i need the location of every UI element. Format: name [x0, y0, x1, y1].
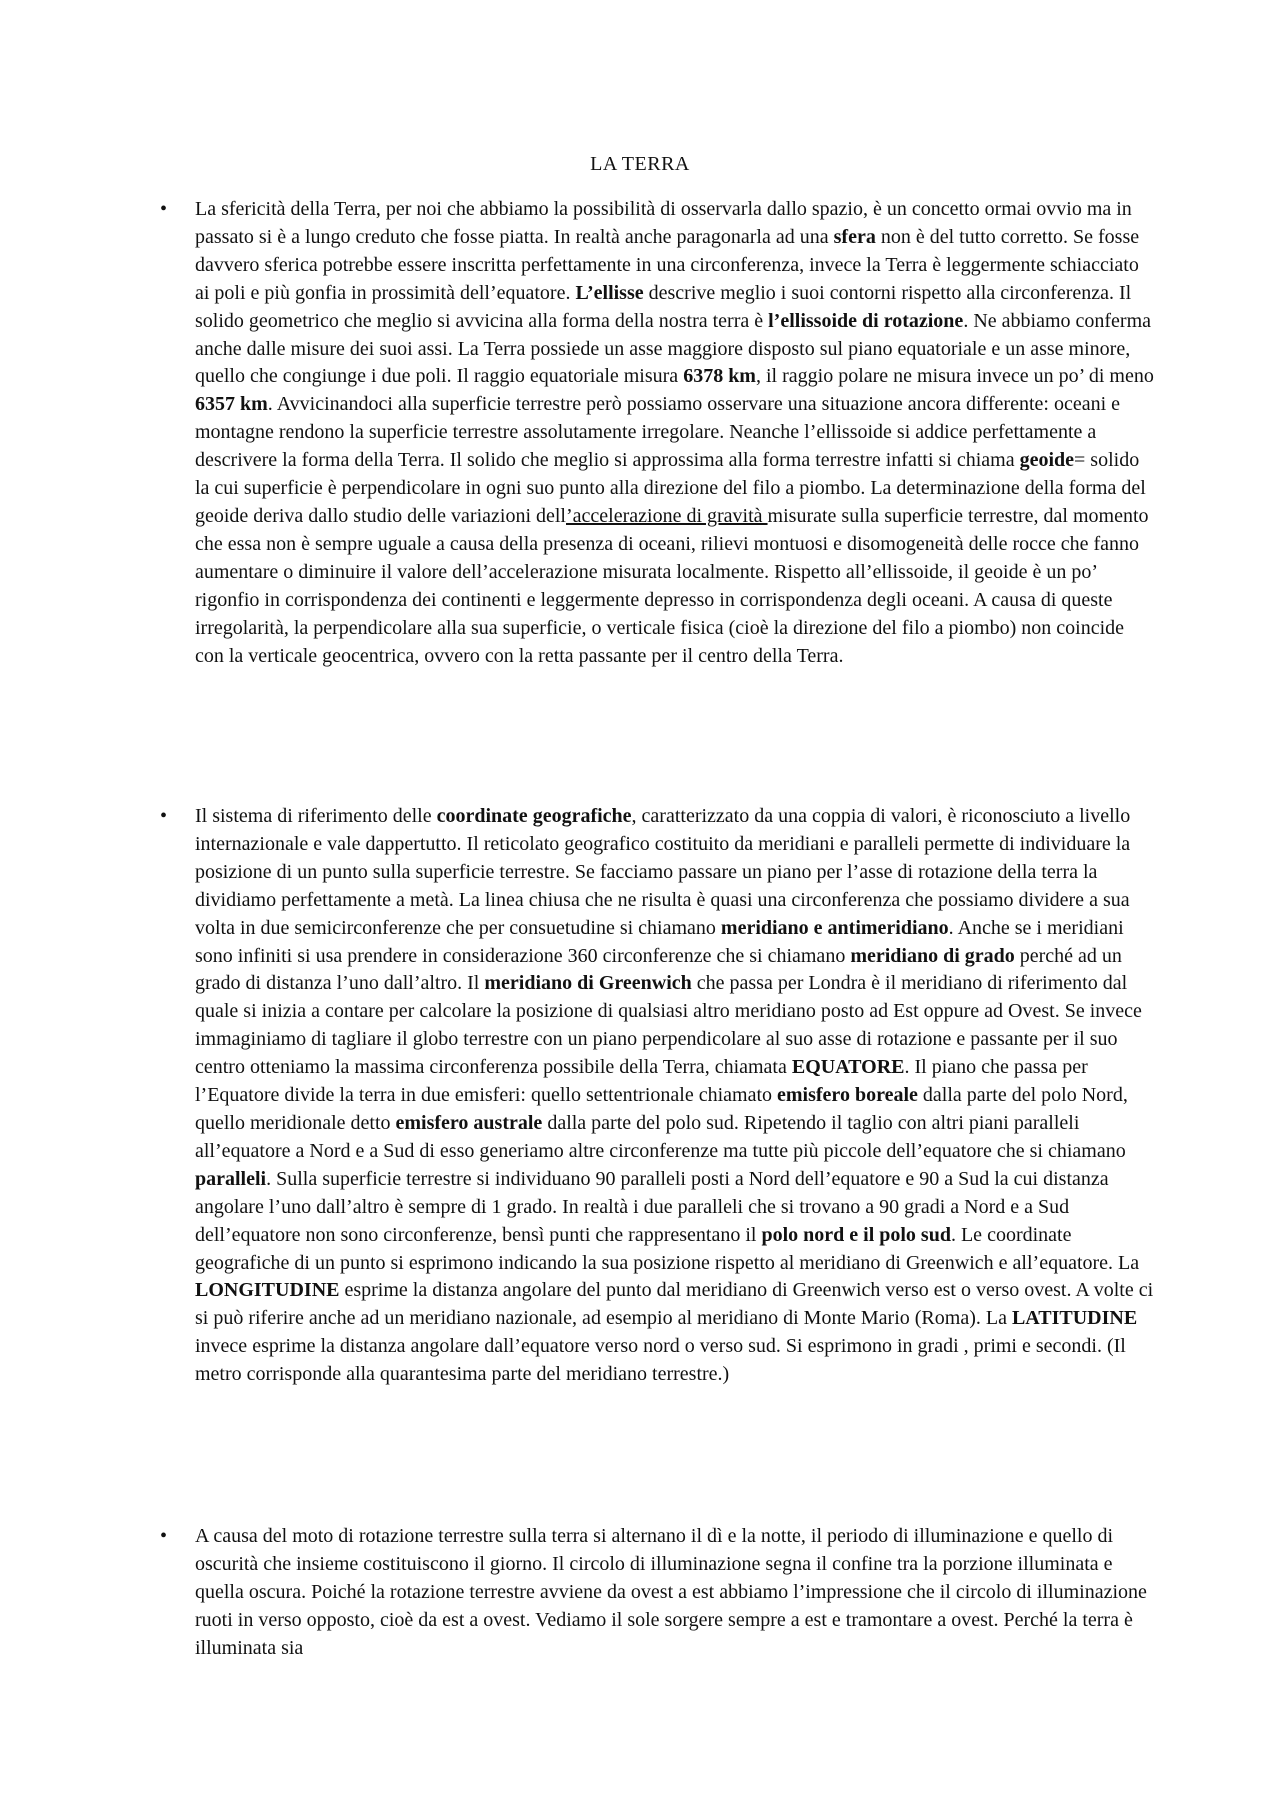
- bold-term: 6357 km: [195, 393, 268, 416]
- text-run: . Avvicinandoci alla superficie terrestre però possiamo osservare una situazione ancora differente: oceani e montagne rendono la superficie terrestre assolutamente irregolare. Neanche l’ellissoide si addice perfettamente a descrivere la forma della Terra. Il solido che meglio si approssima alla forma terrestre infatti si chiama: [195, 393, 1121, 472]
- bold-term: emisfero australe: [395, 1111, 543, 1134]
- bold-term: meridiano di Greenwich: [484, 972, 692, 995]
- text-run: , il raggio polare ne misura invece un po’ di meno: [755, 365, 1154, 388]
- bold-term: geoide: [1019, 449, 1075, 472]
- bullet-marker: •: [160, 805, 168, 827]
- text-run: . Le coordinate geografiche di un punto si esprimono indicando la sua posizione rispetto al meridiano di Greenwich e all’equatore. La: [195, 1223, 1140, 1274]
- paragraph-sfericita: [195, 196, 1155, 670]
- bold-term: EQUATORE: [791, 1056, 905, 1079]
- bold-term: LONGITUDINE: [195, 1279, 340, 1302]
- bold-term: sfera: [833, 225, 876, 248]
- bold-term: paralleli: [195, 1167, 267, 1190]
- text-run: invece esprime la distanza angolare dall’equatore verso nord o verso sud. Si esprimono in gradi , primi e secondi. (Il metro corrisponde alla quarantesima parte del meridiano terrestre.): [195, 1335, 1126, 1386]
- text-run: . Anche se i meridiani sono infiniti si usa prendere in considerazione 360 circonferenze che si chiamano: [195, 916, 1124, 967]
- bullet-marker: •: [160, 198, 168, 220]
- text-run: A causa del moto di rotazione terrestre sulla terra si alternano il dì e la notte, il periodo di illuminazione e quello di oscurità che insieme costituiscono il giorno. Il circolo di illuminazione segna il confine tra la porzione illuminata e quella oscura. Poiché la rotazione terrestre avviene da ovest a est abbiamo l’impressione che il circolo di illuminazione ruoti in verso opposto, cioè da est a ovest. Vediamo il sole sorgere sempre a est e tramontare a ovest. Perché la terra è illuminata sia: [195, 1525, 1147, 1659]
- bold-term: coordinate geografiche: [436, 805, 632, 827]
- bold-term: LATITUDINE: [1011, 1307, 1138, 1330]
- paragraph-rotazione: [195, 1523, 1155, 1663]
- text-run: La sfericità della Terra, per noi che abbiamo la possibilità di osservarla dallo spazio, è un concetto ormai ovvio ma in passato si è a lungo creduto che fosse piatta. In realtà anche paragonarla ad una: [195, 198, 1132, 248]
- text-run: . Il piano che passa per l’Equatore divide la terra in due emisferi: quello settentrionale chiamato: [195, 1056, 1088, 1107]
- bold-term: meridiano e antimeridiano: [720, 916, 949, 939]
- bold-term: L’ellisse: [575, 281, 644, 304]
- text-run: perché ad un grado di distanza l’uno dall’altro. Il: [195, 944, 1122, 995]
- page-title: LA TERRA: [590, 153, 690, 175]
- text-run: che passa per Londra è il meridiano di riferimento dal quale si inizia a contare per calcolare la posizione di qualsiasi altro meridiano posto ad Est oppure ad Ovest. Se invece immaginiamo di tagliare il globo terrestre con un piano perpendicolare al suo asse di rotazione e passante per il suo centro otteniamo la massima circonferenza possibile della Terra, chiamata: [195, 972, 1142, 1079]
- text-run: esprime la distanza angolare del punto dal meridiano di Greenwich verso est o verso ovest. A volte ci si può riferire anche ad un meridiano nazionale, ad esempio al meridiano di Monte Mario (Roma). La: [195, 1279, 1154, 1330]
- bold-term: emisfero boreale: [777, 1084, 918, 1107]
- underlined-term: ’accelerazione di gravità: [566, 504, 768, 527]
- bold-term: meridiano di grado: [850, 944, 1015, 967]
- text-run: misurate sulla superficie terrestre, dal momento che essa non è sempre uguale a causa della presenza di oceani, rilievi montuosi e disomogeneità delle rocce che fanno aumentare o diminuire il valore dell’accelerazione misurata localmente. Rispetto all’ellissoide, il geoide è un po’ rigonfio in corrispondenza dei continenti e leggermente depresso in corrispondenza degli oceani. A causa di queste irregolarità, la perpendicolare alla sua superficie, o verticale fisica (cioè la direzione del filo a piombo) non coincide con la verticale geocentrica, ovvero con la retta passante per il centro della Terra.: [195, 504, 1149, 667]
- text-run: dalla parte del polo Nord, quello meridionale detto: [195, 1084, 1128, 1134]
- text-run: Il sistema di riferimento delle: [195, 805, 437, 827]
- text-run: , caratterizzato da una coppia di valori, è riconosciuto a livello internazionale e vale dappertutto. Il reticolato geografico costituito da meridiani e paralleli permette di individuare la posizione di un punto sulla superficie terrestre. Se facciamo passare un piano per l’asse di rotazione della terra la dividiamo perfettamente a metà. La linea chiusa che ne risulta è quasi una circonferenza che possiamo dividere a sua volta in due semicirconferenze che per consuetudine si chiamano: [195, 805, 1131, 939]
- text-run: dalla parte del polo sud. Ripetendo il taglio con altri piani paralleli all’equatore a Nord e a Sud di esso generiamo altre circonferenze ma tutte più piccole dell’equatore che si chiamano: [195, 1111, 1126, 1162]
- paragraph-coordinate-geografiche: [195, 803, 1155, 1389]
- text-run: descrive meglio i suoi contorni rispetto alla circonferenza. Il solido geometrico che meglio si avvicina alla forma della nostra terra è: [195, 281, 1132, 332]
- bold-term: l’ellissoide di rotazione: [768, 309, 964, 332]
- bullet-marker: •: [160, 1525, 168, 1547]
- text-run: . Ne abbiamo conferma anche dalle misure dei suoi assi. La Terra possiede un asse maggiore disposto sul piano equatoriale e un asse minore, quello che congiunge i due poli. Il raggio equatoriale misura: [195, 309, 1152, 388]
- text-run: non è del tutto corretto. Se fosse davvero sferica potrebbe essere inscritta perfettamente in una circonferenza, invece la Terra è leggermente schiacciato ai poli e più gonfia in prossimità dell’equatore.: [195, 225, 1140, 304]
- text-run: = solido la cui superficie è perpendicolare in ogni suo punto alla direzione del filo a piombo. La determinazione della forma del geoide deriva dallo studio delle variazioni dell: [195, 449, 1146, 527]
- bold-term: 6378 km: [683, 365, 756, 388]
- text-run: . Sulla superficie terrestre si individuano 90 paralleli posti a Nord dell’equatore e 90 a Sud la cui distanza angolare l’uno dall’altro è sempre di 1 grado. In realtà i due paralleli che si trovano a 90 gradi a Nord e a Sud dell’equatore non sono circonferenze, bensì punti che rappresentano il: [195, 1167, 1109, 1246]
- bold-term: polo nord e il polo sud: [761, 1223, 951, 1246]
